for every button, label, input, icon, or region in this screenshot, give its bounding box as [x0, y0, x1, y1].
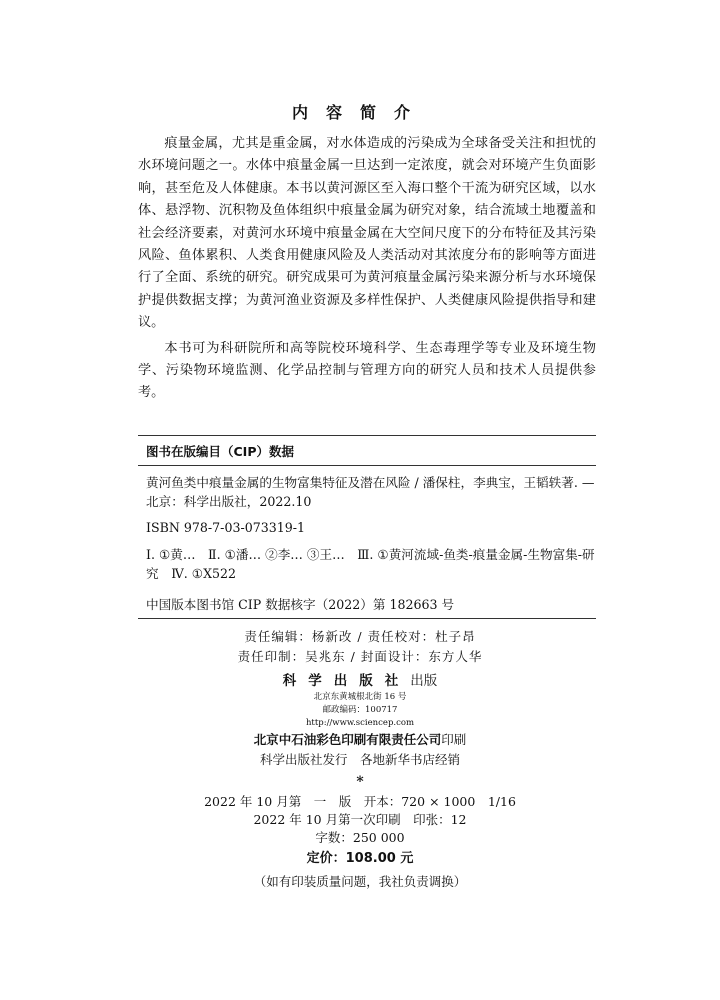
cip-classification	[146, 545, 596, 583]
cip-record	[146, 473, 596, 511]
intro-body	[138, 133, 596, 405]
word-count-line: 字数：250 000	[315, 830, 405, 845]
price-line: 定价：108.00 元	[306, 851, 414, 866]
edition-line: 2022 年 10 月第 一 版 开本：720 × 1000 1/16	[204, 794, 516, 809]
cip-heading-rule	[138, 465, 596, 466]
cip-classification-text: Ⅰ. ①黄… Ⅱ. ①潘… ②李… ③王… Ⅲ. ①黄河流域-鱼类-痕量金属-生物富集-研究 Ⅳ. ①X522	[146, 547, 595, 581]
distribution-line: 科学出版社发行 各地新华书店经销	[259, 752, 460, 767]
cip-heading: 图书在版编目（CIP）数据	[146, 444, 294, 459]
publisher-address: 北京东黄城根北街 16 号	[313, 692, 407, 702]
cip-isbn	[146, 518, 596, 537]
printer-suffix: 印刷	[441, 732, 467, 747]
intro-paragraph-1: 痕量金属，尤其是重金属，对水体造成的污染成为全球备受关注和担忧的水环境问题之一。水体中痕量金属一旦达到一定浓度，就会对环境产生负面影响，甚至危及人体健康。本书以黄河源区至入海口整个干流为研究区域，以水体、悬浮物、沉积物及鱼体组织中痕量金属为研究对象，结合流域土地覆盖和社会经济要素，对黄河水环境中痕量金属在大空间尺度下的分布特征及其污染风险、鱼体累积、人类食用健康风险及人类活动对其浓度分布的影响等方面进行了全面、系统的研究。研究成果可为黄河痕量金属污染来源分析与水环境保护提供数据支撑；为黄河渔业资源及多样性保护、人类健康风险提供指导和建议。	[138, 136, 596, 331]
editors-line: 责任编辑：杨新改 / 责任校对：杜子昂	[244, 629, 476, 644]
printer-name: 北京中石油彩色印刷有限责任公司	[253, 732, 442, 747]
production-line: 责任印制：吴兆东 / 封面设计：东方人华	[237, 649, 483, 664]
cip-top-rule	[138, 435, 596, 436]
publisher-url: http://www.sciencep.com	[305, 718, 415, 728]
publisher-name: 科学出版	[282, 673, 385, 689]
cip-verification-text: 中国版本图书馆 CIP 数据核字（2022）第 182663 号	[146, 597, 455, 612]
publisher-postcode: 邮政编码：100717	[322, 705, 398, 715]
cip-record-text: 黄河鱼类中痕量金属的生物富集特征及潜在风险 / 潘保柱，李典宝，王韬轶著. —北京：科学出版社，2022.10	[146, 475, 595, 509]
intro-paragraph-2: 本书可为科研院所和高等院校环境科学、生态毒理学等专业及环境生物学、污染物环境监测、化学品控制与管理方向的研究人员和技术人员提供参考。	[138, 340, 596, 401]
publisher-char: 社	[384, 673, 411, 689]
intro-title: 内容简介	[291, 103, 428, 122]
cip-isbn-text: ISBN 978-7-03-073319-1	[146, 520, 306, 535]
quality-notice: （如有印装质量问题，我社负责调换）	[253, 874, 467, 889]
printing-line: 2022 年 10 月第一次印刷 印张：12	[253, 812, 467, 827]
cip-bottom-rule	[138, 618, 596, 619]
printer-line	[0, 730, 720, 748]
separator-star: *	[356, 774, 364, 790]
publisher-line	[0, 669, 720, 689]
publisher-suffix: 出版	[410, 673, 438, 689]
cip-verification	[146, 595, 596, 614]
